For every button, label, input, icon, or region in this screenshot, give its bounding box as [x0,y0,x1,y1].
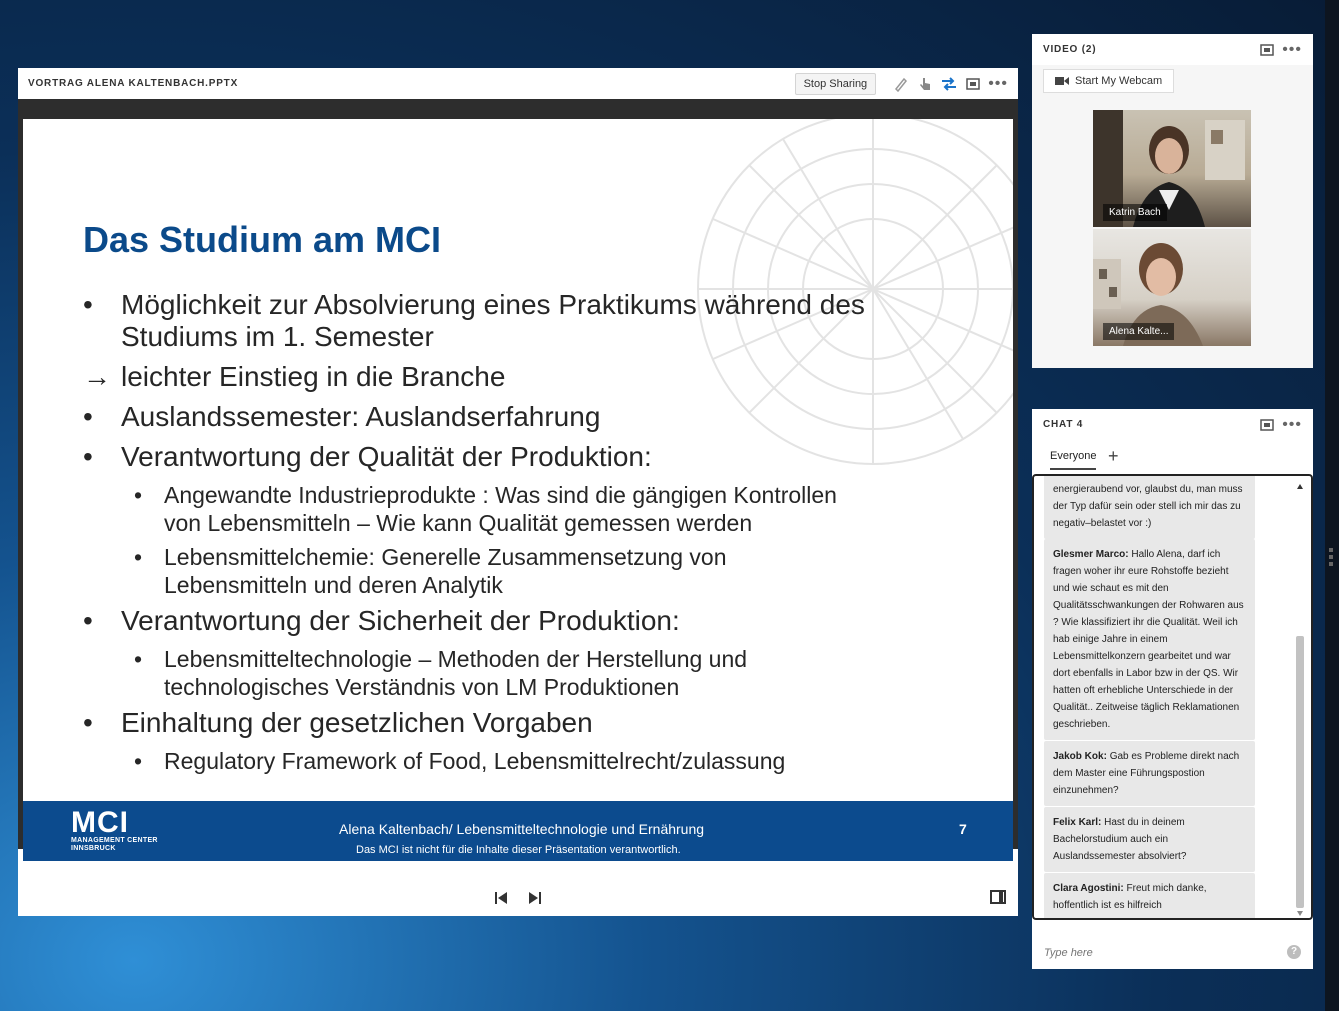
slide-stage [18,99,1018,856]
bullet-text-continued: von Lebensmitteln – Wie kann Qualität gemessen werden [164,510,753,536]
bullet-item [83,361,983,393]
fullscreen-icon[interactable] [962,73,984,95]
bullet-item [83,441,983,473]
help-icon[interactable]: ? [1287,945,1301,959]
share-pod-title: VORTRAG ALENA KALTENBACH.PPTX [28,78,239,89]
chat-pod-more-icon[interactable]: ••• [1282,415,1302,433]
bullet-text-continued: Lebensmitteln und deren Analytik [164,572,503,598]
pointer-hand-icon[interactable] [914,73,936,95]
previous-slide-icon[interactable] [484,886,518,910]
tab-everyone[interactable]: Everyone [1050,450,1096,470]
share-pod-header [18,68,1018,99]
chat-message [1044,873,1255,920]
bullet-marker: • [83,401,93,432]
bullet-marker: • [83,289,93,320]
participant-name: Alena Kalte... [1103,323,1174,340]
mci-logo-mark: MCI [71,806,129,839]
message-author: Jakob Kok: [1053,751,1107,762]
bullet-text: Auslandssemester: Auslandserfahrung [121,401,601,432]
share-pod-more-icon[interactable]: ••• [988,74,1008,92]
bullet-text: Angewandte Industrieprodukte : Was sind die gängigen Kontrollen [164,482,837,508]
footer-author: Alena Kaltenbach/ Lebensmitteltechnologie und Ernährung [339,821,705,837]
sidebar-toggle-icon[interactable] [990,890,1006,904]
chat-input[interactable] [1044,943,1274,963]
mci-logo-city: INNSBRUCK [71,845,116,852]
slide-page-number: 7 [959,821,967,837]
bullet-item [83,707,983,739]
slide-footer [23,801,1013,861]
scroll-down-icon[interactable] [1297,911,1303,916]
arrow-marker-icon: → [83,361,111,392]
bullet-item [83,605,983,637]
video-pod [1032,34,1313,368]
video-tile[interactable] [1093,110,1251,227]
message-author: Glesmer Marco: [1053,549,1129,560]
message-author: Clara Agostini: [1053,883,1124,894]
scroll-up-icon[interactable] [1297,484,1303,489]
fullscreen-icon[interactable] [1256,414,1278,436]
message-text: Hast du in deinem Bachelorstudium auch ein Auslandssemester absolviert? [1053,817,1187,862]
bullet-marker: • [134,748,143,774]
message-text: Hallo Alena, darf ich fragen woher ihr eure Rohstoffe bezieht und wie schaut es mit den Qualitätsschwankungen der Rohwaren aus ? Wie klassifiziert ihr die Qualität. Weil ich hab einige Jahre in einem Lebensmittelkonzern gearbeitet und war dort ebenfalls in Labor bzw in der QS. Wir hatten oft erhebliche Unterschiede in der Qualität.. Zeitweise täglich Reklamationen geschrieben. [1053,549,1244,730]
bullet-marker: • [134,646,143,672]
share-pod [18,68,1018,916]
mci-logo-subtitle: MANAGEMENT CENTER [71,837,158,844]
video-tile[interactable] [1093,229,1251,346]
bullet-text-continued: Studiums im 1. Semester [121,321,434,352]
bullet-text: leichter Einstieg in die Branche [121,361,506,392]
slide-bullet-list [83,289,983,781]
add-tab-icon[interactable]: + [1108,446,1119,466]
bullet-marker: • [134,482,143,508]
chat-input-bar [1032,935,1313,969]
slide-title: Das Studium am MCI [83,219,442,260]
bullet-text: Möglichkeit zur Absolvierung eines Praktikums während des [121,289,865,320]
bullet-text: Lebensmitteltechnologie – Methoden der Herstellung und [164,646,748,672]
message-text: Freut mich danke, hoffentlich ist es hilfreich [1053,883,1207,911]
bullet-text: Verantwortung der Qualität der Produktion: [121,441,652,472]
bullet-item [83,289,983,353]
chat-message [1044,539,1255,740]
bullet-text: Regulatory Framework of Food, Lebensmittelrecht/zulassung [164,748,786,774]
bullet-marker: • [83,441,93,472]
bullet-marker: • [83,605,93,636]
pen-icon[interactable] [890,73,912,95]
bullet-item [83,401,983,433]
chat-message [1044,741,1255,806]
bullet-text: Einhaltung der gesetzlichen Vorgaben [121,707,593,738]
bullet-marker: • [83,707,93,738]
resize-grip-icon[interactable] [1329,548,1333,568]
bullet-text: Lebensmittelchemie: Generelle Zusammensetzung von [164,544,727,570]
chat-scrollbar[interactable] [1295,480,1305,918]
chat-message-list[interactable] [1032,474,1313,920]
sub-bullet-item [134,543,983,599]
scroll-thumb[interactable] [1296,636,1304,908]
presentation-slide [23,119,1013,861]
chat-pod [1032,409,1313,969]
next-slide-icon[interactable] [518,886,552,910]
swap-arrows-icon[interactable] [938,73,960,95]
bullet-marker: • [134,544,143,570]
video-pod-more-icon[interactable]: ••• [1282,40,1302,58]
participant-name: Katrin Bach [1103,204,1167,221]
slide-navigation-bar [18,880,1018,916]
chat-tabs [1032,440,1313,474]
footer-disclaimer: Das MCI ist nicht für die Inhalte dieser Präsentation verantwortlich. [356,844,681,856]
message-text: Gab es Probleme direkt nach dem Master eine Führungspostion einzunehmen? [1053,751,1240,796]
video-pod-header [1032,34,1313,65]
message-author: Felix Karl: [1053,817,1102,828]
start-webcam-button[interactable] [1043,69,1174,93]
sub-bullet-item [134,747,983,775]
chat-pod-title: CHAT 4 [1043,419,1084,430]
start-webcam-label: Start My Webcam [1075,75,1163,87]
chat-pod-header [1032,409,1313,440]
message-text: energieraubend vor, glaubst du, man muss der Typ dafür sein oder stell ich mir das zu negativ–belastet vor :) [1053,484,1243,529]
right-edge-strip [1325,0,1339,1011]
sub-bullet-item [134,645,983,701]
bullet-text-continued: technologisches Verständnis von LM Produktionen [164,674,680,700]
chat-message [1044,807,1255,872]
chat-message [1044,474,1255,539]
sub-bullet-item [134,481,983,537]
video-pod-title: VIDEO (2) [1043,44,1097,55]
stop-sharing-button[interactable]: Stop Sharing [795,73,877,95]
bullet-text: Verantwortung der Sicherheit der Produktion: [121,605,680,636]
fullscreen-icon[interactable] [1256,39,1278,61]
camera-icon [1055,77,1069,85]
mci-logo [71,806,158,853]
